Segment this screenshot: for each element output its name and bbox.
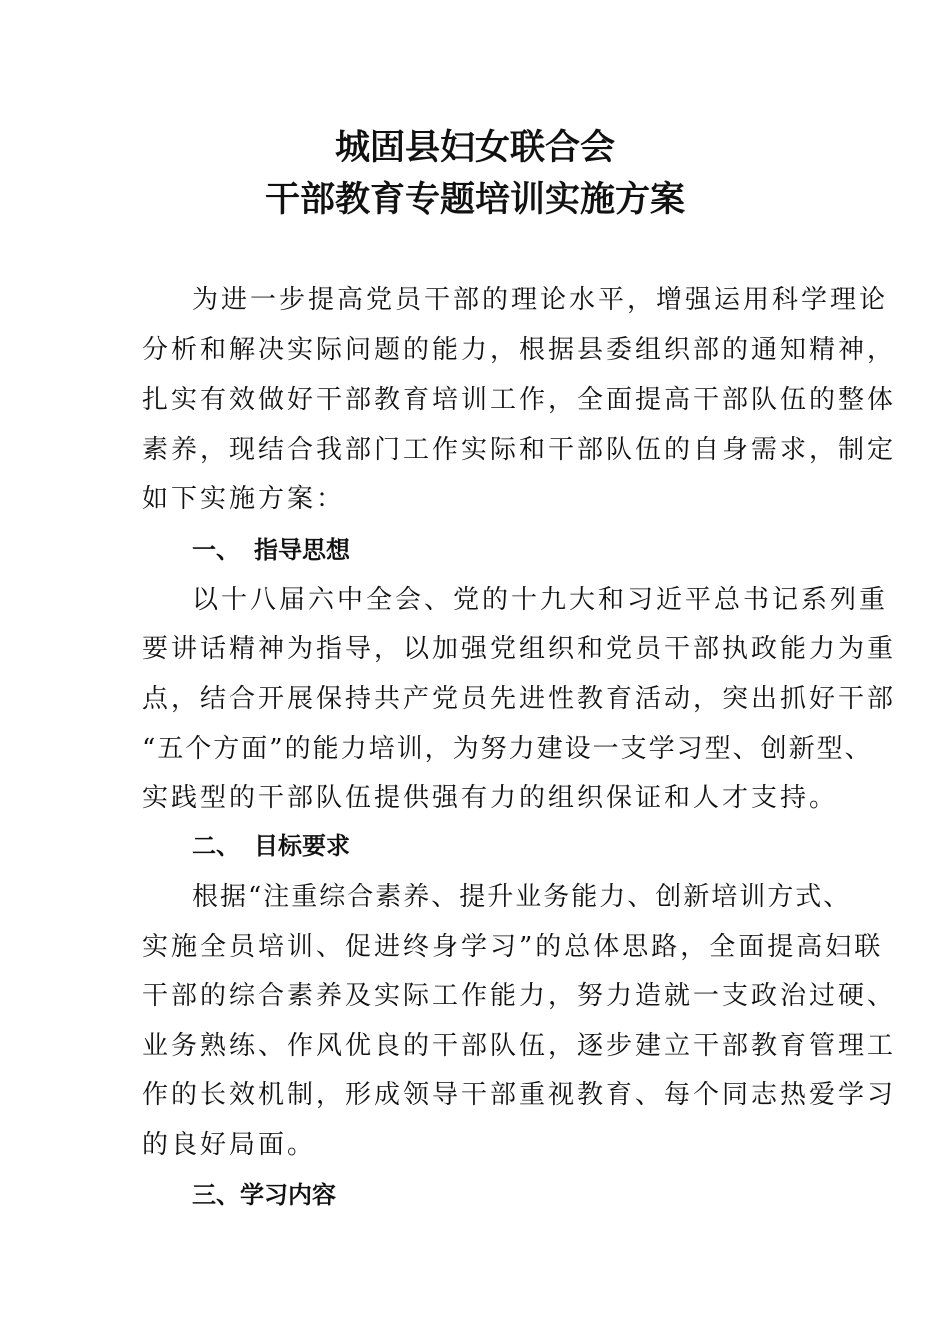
section-1-line: “五个方面”的能力培训，为努力建设一支学习型、创新型、	[142, 734, 873, 764]
section-title: 指导思想	[254, 536, 350, 564]
section-2-line: 根据“注重综合素养、提升业务能力、创新培训方式、	[192, 882, 852, 912]
section-title: 目标要求	[254, 832, 350, 860]
section-2-line: 的良好局面。	[142, 1130, 317, 1160]
section-heading-goals	[192, 830, 350, 862]
section-2-line: 作的长效机制，形成领导干部重视教育、每个同志热爱学习	[142, 1080, 897, 1110]
section-number: 二、	[192, 832, 240, 860]
intro-line: 分析和解决实际问题的能力，根据县委组织部的通知精神，	[142, 335, 897, 365]
section-heading-guiding-ideology	[192, 534, 350, 566]
section-heading-study-content: 三、学习内容	[192, 1181, 336, 1209]
section-number: 一、	[192, 536, 240, 564]
document-title-line-2: 干部教育专题培训实施方案	[264, 179, 685, 220]
section-2-line: 业务熟练、作风优良的干部队伍，逐步建立干部教育管理工	[142, 1031, 897, 1061]
section-1-line: 点，结合开展保持共产党员先进性教育活动，突出抓好干部	[142, 684, 897, 714]
section-2-line: 实施全员培训、促进终身学习”的总体思路，全面提高妇联	[142, 932, 884, 962]
section-1-line: 要讲话精神为指导，以加强党组织和党员干部执政能力为重	[142, 634, 897, 664]
intro-line: 素养，现结合我部门工作实际和干部队伍的自身需求，制定	[142, 435, 897, 465]
document-title-line-1: 城固县妇女联合会	[334, 127, 615, 168]
section-1-line: 实践型的干部队伍提供强有力的组织保证和人才支持。	[142, 783, 839, 813]
intro-line: 扎实有效做好干部教育培训工作，全面提高干部队伍的整体	[142, 385, 897, 415]
section-2-line: 干部的综合素养及实际工作能力，努力造就一支政治过硬、	[142, 981, 897, 1011]
intro-line: 如下实施方案：	[142, 484, 346, 514]
intro-line: 为进一步提高党员干部的理论水平，增强运用科学理论	[192, 285, 889, 315]
section-1-line: 以十八届六中全会、党的十九大和习近平总书记系列重	[192, 585, 889, 615]
